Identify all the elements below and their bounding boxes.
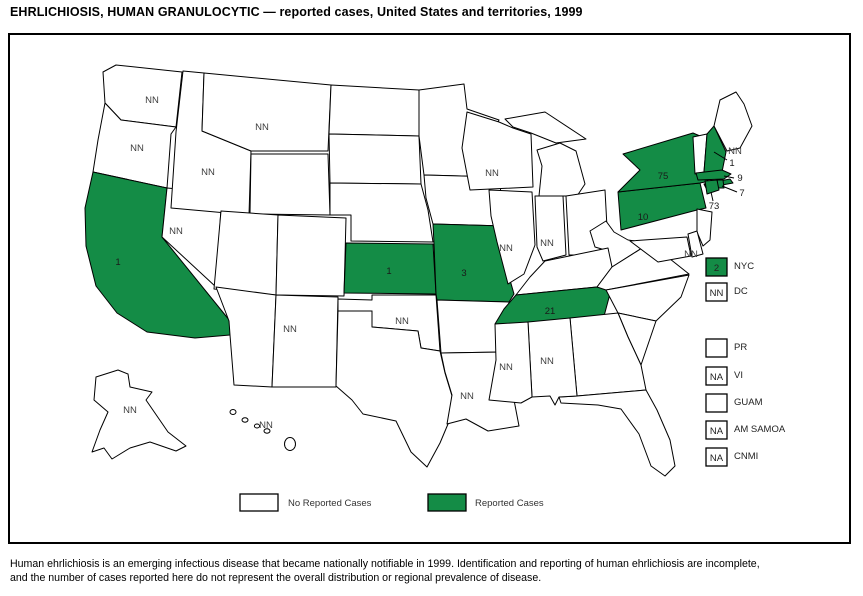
legend <box>240 494 544 511</box>
state-label-wi: NN <box>485 168 499 179</box>
sidebox-vi-label: VI <box>734 370 743 381</box>
leader-line-ct <box>711 192 713 201</box>
us-map <box>10 35 847 540</box>
callout-ct: 73 <box>708 201 720 212</box>
state-fl <box>559 390 675 476</box>
sidebox-guam-label: GUAM <box>734 397 763 408</box>
state-mi-lower <box>537 143 585 196</box>
state-label-nv: NN <box>169 226 183 237</box>
state-label-la: NN <box>460 391 474 402</box>
side-boxes-layer <box>706 258 786 466</box>
page-title: EHRLICHIOSIS, HUMAN GRANULOCYTIC — reported cases, United States and territories, 1999 <box>10 5 583 19</box>
state-label-mt: NN <box>255 122 269 133</box>
state-value-pa: 10 <box>637 212 649 223</box>
state-wy <box>250 154 330 215</box>
state-label-me: NN <box>728 146 742 157</box>
sidebox-nyc-value: 2 <box>713 263 720 274</box>
state-value-ks: 1 <box>386 266 392 277</box>
state-nd <box>329 85 419 136</box>
sidebox-nyc-label: NYC <box>734 261 755 272</box>
sidebox-vi-value: NA <box>709 372 724 383</box>
state-label-nm: NN <box>283 324 297 335</box>
state-label-de: NN <box>684 249 698 260</box>
state-nm <box>272 295 338 387</box>
state-az <box>216 287 276 387</box>
state-ct <box>705 180 719 194</box>
states-layer <box>85 65 755 476</box>
state-label-or: NN <box>130 143 144 154</box>
legend-swatch-no-reported <box>240 494 278 511</box>
state-value-mo: 3 <box>461 268 467 279</box>
legend-swatch-reported <box>428 494 466 511</box>
sidebox-guam <box>706 394 727 412</box>
leader-line-ri <box>722 186 737 192</box>
sidebox-dc-label: DC <box>734 286 748 297</box>
state-label-al: NN <box>540 356 554 367</box>
callout-ma: 9 <box>737 173 743 184</box>
footnote <box>10 558 858 585</box>
state-label-il: NN <box>499 243 513 254</box>
state-value-ca: 1 <box>115 257 121 268</box>
state-in <box>535 196 566 261</box>
sidebox-cnmi-label: CNMI <box>734 451 759 462</box>
state-sd <box>329 134 421 184</box>
state-label-ms: NN <box>499 362 513 373</box>
state-label-ak: NN <box>123 405 137 416</box>
sidebox-pr <box>706 339 727 357</box>
sidebox-am-samoa-value: NA <box>709 426 724 437</box>
sidebox-am-samoa-label: AM SAMOA <box>734 424 786 435</box>
state-ut <box>214 211 278 295</box>
sidebox-dc-value: NN <box>709 288 724 299</box>
state-co <box>276 215 346 296</box>
footnote-line-1: Human ehrlichiosis is an emerging infectious disease that became nationally notifiable in 1999. Identification and reporting of human ehrlichiosis are incomplete, <box>10 558 760 570</box>
callout-ri: 7 <box>739 188 745 199</box>
state-label-hi: NN <box>259 420 273 431</box>
sidebox-pr-label: PR <box>734 342 748 353</box>
state-label-wa: NN <box>145 95 159 106</box>
legend-label-no-reported: No Reported Cases <box>288 498 372 509</box>
state-label-ok: NN <box>395 316 409 327</box>
sidebox-cnmi-value: NA <box>709 453 724 464</box>
state-label-in: NN <box>540 238 554 249</box>
map-frame <box>8 33 851 544</box>
state-ak <box>92 370 186 459</box>
state-label-id: NN <box>201 167 215 178</box>
legend-label-reported: Reported Cases <box>475 498 544 509</box>
state-value-ny: 75 <box>657 171 669 182</box>
footnote-line-2: and the number of cases reported here do not represent the overall distribution or regional prevalence of disease. <box>10 571 542 584</box>
state-value-tn: 21 <box>544 306 556 317</box>
callout-nh: 1 <box>729 158 735 169</box>
state-mt <box>202 73 331 151</box>
